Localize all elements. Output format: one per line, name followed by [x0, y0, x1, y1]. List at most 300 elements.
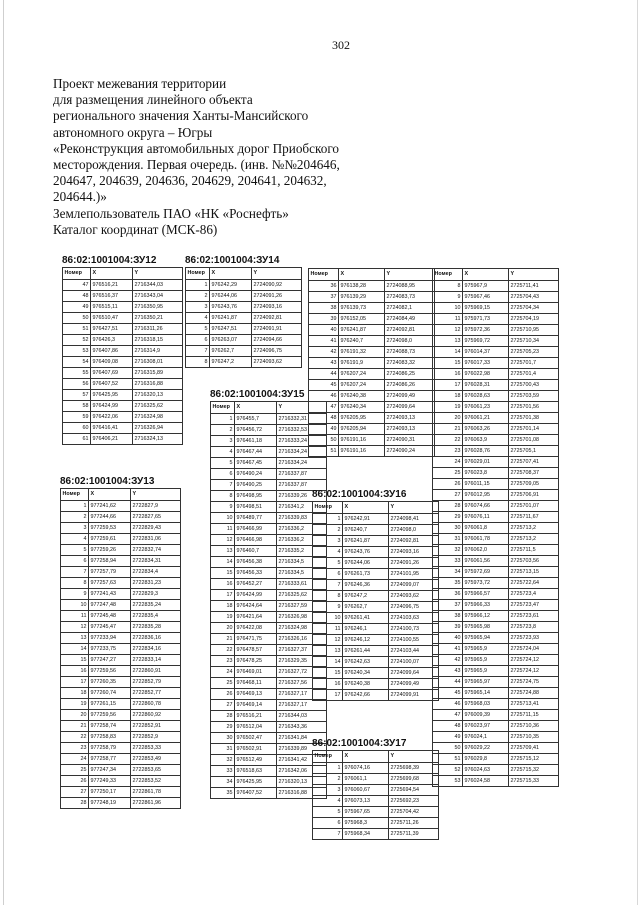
table-row: [309, 380, 435, 391]
point-number-cell: 43: [433, 666, 463, 677]
header-x: X: [343, 751, 389, 763]
table-row: [433, 468, 559, 479]
y-coordinate-cell: 2716329,35: [277, 656, 327, 667]
x-coordinate-cell: 976452,27: [235, 579, 277, 590]
y-coordinate-cell: 2716315,89: [133, 368, 183, 379]
coordinate-block: [432, 268, 559, 787]
x-coordinate-cell: 977261,15: [89, 699, 131, 710]
x-coordinate-cell: 976247,2: [210, 357, 252, 368]
x-coordinate-cell: 977259,53: [89, 523, 131, 534]
x-coordinate-cell: 977259,61: [89, 534, 131, 545]
point-number-cell: 26: [211, 689, 235, 700]
table-row: [211, 645, 327, 656]
block-title: 86:02:1001004:ЗУ14: [185, 255, 280, 266]
x-coordinate-cell: 975965,98: [463, 622, 509, 633]
table-row: [433, 413, 559, 424]
table-row: [433, 424, 559, 435]
y-coordinate-cell: 2725708,37: [509, 468, 559, 479]
table-row: [433, 710, 559, 721]
table-row: [433, 380, 559, 391]
point-number-cell: 54: [63, 357, 91, 368]
point-number-cell: 45: [309, 380, 339, 391]
x-coordinate-cell: 976061,23: [463, 402, 509, 413]
point-number-cell: 32: [433, 545, 463, 556]
x-coordinate-cell: 976246,1: [343, 624, 389, 635]
y-coordinate-cell: 2724090,24: [385, 446, 435, 457]
table-row: [313, 547, 439, 558]
point-number-cell: 47: [309, 402, 339, 413]
point-number-cell: 8: [433, 281, 463, 292]
table-row: [63, 313, 183, 324]
table-row: [433, 556, 559, 567]
table-row: [433, 303, 559, 314]
table-row: [61, 710, 181, 721]
y-coordinate-cell: 2716318,15: [133, 335, 183, 346]
point-number-cell: 7: [61, 567, 89, 578]
x-coordinate-cell: 977241,62: [89, 501, 131, 512]
title-line: для размещения линейного объекта: [53, 92, 253, 108]
point-number-cell: 43: [309, 358, 339, 369]
x-coordinate-cell: 976478,57: [235, 645, 277, 656]
y-coordinate-cell: 2724098,41: [389, 514, 439, 525]
title-line: Проект межевания территории: [53, 76, 227, 91]
x-coordinate-cell: 975965,14: [463, 688, 509, 699]
table-row: [61, 798, 181, 809]
x-coordinate-cell: 976424,99: [91, 401, 133, 412]
x-coordinate-cell: 976407,52: [235, 788, 277, 799]
x-coordinate-cell: 976012,95: [463, 490, 509, 501]
table-row: [211, 579, 327, 590]
table-row: [211, 777, 327, 788]
y-coordinate-cell: 2725710,35: [509, 732, 559, 743]
table-row: [211, 546, 327, 557]
y-coordinate-cell: 2724088,95: [385, 281, 435, 292]
point-number-cell: 2: [186, 291, 210, 302]
table-row: [211, 524, 327, 535]
x-coordinate-cell: 976407,86: [91, 346, 133, 357]
table-row: [211, 722, 327, 733]
x-coordinate-cell: 976061,8: [463, 523, 509, 534]
point-number-cell: 49: [433, 732, 463, 743]
block-title: 86:02:1001004:ЗУ17: [312, 738, 407, 749]
x-coordinate-cell: 975969,72: [463, 336, 509, 347]
y-coordinate-cell: 2725709,05: [509, 479, 559, 490]
point-number-cell: 14: [61, 644, 89, 655]
table-row: [61, 787, 181, 798]
x-coordinate-cell: 977247,27: [89, 655, 131, 666]
block-title: 86:02:1001004:ЗУ15: [210, 389, 305, 400]
x-coordinate-cell: 976023,97: [463, 721, 509, 732]
header-y: Y: [133, 268, 183, 280]
point-number-cell: 28: [61, 798, 89, 809]
point-number-cell: 25: [211, 678, 235, 689]
y-coordinate-cell: 2716308,01: [133, 357, 183, 368]
coordinate-table: [210, 401, 327, 799]
point-number-cell: 55: [63, 368, 91, 379]
table-row: [61, 512, 181, 523]
x-coordinate-cell: 977241,43: [89, 589, 131, 600]
x-coordinate-cell: 975971,73: [463, 314, 509, 325]
y-coordinate-cell: 2724096,75: [252, 346, 302, 357]
y-coordinate-cell: 2724100,73: [389, 624, 439, 635]
y-coordinate-cell: 2724099,64: [389, 668, 439, 679]
point-number-cell: 7: [313, 829, 343, 840]
x-coordinate-cell: 977257,79: [89, 567, 131, 578]
header-x: X: [343, 502, 389, 514]
y-coordinate-cell: 2716343,04: [133, 291, 183, 302]
x-coordinate-cell: 976074,16: [343, 763, 389, 774]
table-row: [186, 313, 302, 324]
x-coordinate-cell: 976516,21: [235, 711, 277, 722]
point-number-cell: 4: [313, 547, 343, 558]
table-row: [433, 655, 559, 666]
y-coordinate-cell: 2724099,49: [389, 679, 439, 690]
x-coordinate-cell: 977233,75: [89, 644, 131, 655]
table-row: [61, 699, 181, 710]
point-number-cell: 6: [313, 569, 343, 580]
point-number-cell: 14: [313, 657, 343, 668]
point-number-cell: 42: [433, 655, 463, 666]
y-coordinate-cell: 2724090,31: [385, 435, 435, 446]
x-coordinate-cell: 976469,14: [235, 700, 277, 711]
point-number-cell: 13: [433, 336, 463, 347]
y-coordinate-cell: 2724100,07: [389, 657, 439, 668]
point-number-cell: 45: [433, 688, 463, 699]
coordinate-table: [312, 750, 439, 840]
x-coordinate-cell: 977233,94: [89, 633, 131, 644]
y-coordinate-cell: 2716337,87: [277, 469, 327, 480]
table-row: [313, 690, 439, 701]
x-coordinate-cell: 976242,63: [343, 657, 389, 668]
x-coordinate-cell: 976240,7: [339, 336, 385, 347]
y-coordinate-cell: 2724090,92: [252, 280, 302, 291]
y-coordinate-cell: 2724093,16: [389, 547, 439, 558]
x-coordinate-cell: 977259,26: [89, 545, 131, 556]
table-row: [63, 335, 183, 346]
table-row: [211, 667, 327, 678]
y-coordinate-cell: 2725723,47: [509, 600, 559, 611]
table-row: [61, 556, 181, 567]
y-coordinate-cell: 2716336,2: [277, 535, 327, 546]
header-y: Y: [509, 269, 559, 281]
table-row: [313, 785, 439, 796]
table-row: [433, 721, 559, 732]
point-number-cell: 23: [211, 656, 235, 667]
title-line: автономного округа – Югры: [53, 124, 213, 140]
x-coordinate-cell: 977257,63: [89, 578, 131, 589]
table-row: [313, 657, 439, 668]
table-row: [211, 623, 327, 634]
point-number-cell: 21: [61, 721, 89, 732]
table-row: [211, 711, 327, 722]
table-row: [211, 744, 327, 755]
x-coordinate-cell: 976061,21: [463, 413, 509, 424]
point-number-cell: 46: [433, 699, 463, 710]
table-row: [61, 688, 181, 699]
x-coordinate-cell: 976241,87: [343, 536, 389, 547]
table-row: [433, 446, 559, 457]
x-coordinate-cell: 976516,21: [91, 280, 133, 291]
point-number-cell: 11: [313, 624, 343, 635]
point-number-cell: 27: [433, 490, 463, 501]
y-coordinate-cell: 2724093,16: [252, 302, 302, 313]
point-number-cell: 9: [313, 602, 343, 613]
point-number-cell: 40: [433, 633, 463, 644]
x-coordinate-cell: 976241,87: [339, 325, 385, 336]
y-coordinate-cell: 2724094,66: [252, 335, 302, 346]
point-number-cell: 29: [433, 512, 463, 523]
table-row: [63, 379, 183, 390]
x-coordinate-cell: 976247,51: [210, 324, 252, 335]
table-row: [63, 291, 183, 302]
x-coordinate-cell: 976261,41: [343, 613, 389, 624]
table-row: [309, 446, 435, 457]
point-number-cell: 17: [61, 677, 89, 688]
table-row: [61, 633, 181, 644]
y-coordinate-cell: 2722829,3: [131, 589, 181, 600]
table-row: [313, 679, 439, 690]
point-number-cell: 49: [63, 302, 91, 313]
table-row: [433, 347, 559, 358]
header-x: X: [339, 269, 385, 281]
point-number-cell: 24: [61, 754, 89, 765]
x-coordinate-cell: 976062,0: [463, 545, 509, 556]
point-number-cell: 60: [63, 423, 91, 434]
block-title: 86:02:1001004:ЗУ16: [312, 489, 407, 500]
table-row: [433, 545, 559, 556]
point-number-cell: 47: [433, 710, 463, 721]
y-coordinate-cell: 2716327,17: [277, 689, 327, 700]
y-coordinate-cell: 2725723,61: [509, 611, 559, 622]
point-number-cell: 6: [61, 556, 89, 567]
table-row: [309, 435, 435, 446]
point-number-cell: 26: [433, 479, 463, 490]
table-row: [61, 589, 181, 600]
y-coordinate-cell: 2724099,91: [389, 690, 439, 701]
point-number-cell: 50: [433, 743, 463, 754]
x-coordinate-cell: 976029,22: [463, 743, 509, 754]
x-coordinate-cell: 976469,13: [235, 689, 277, 700]
table-row: [433, 666, 559, 677]
x-coordinate-cell: 976024,63: [463, 765, 509, 776]
point-number-cell: 42: [309, 347, 339, 358]
x-coordinate-cell: 976518,63: [235, 766, 277, 777]
x-coordinate-cell: 976406,21: [91, 434, 133, 445]
x-coordinate-cell: 976467,44: [235, 447, 277, 458]
y-coordinate-cell: 2722835,24: [131, 600, 181, 611]
table-row: [433, 358, 559, 369]
point-number-cell: 4: [211, 447, 235, 458]
y-coordinate-cell: 2725705,1: [509, 446, 559, 457]
y-coordinate-cell: 2725701,56: [509, 402, 559, 413]
point-number-cell: 36: [309, 281, 339, 292]
point-number-cell: 17: [313, 690, 343, 701]
x-coordinate-cell: 976425,95: [91, 390, 133, 401]
table-row: [61, 743, 181, 754]
x-coordinate-cell: 976262,7: [210, 346, 252, 357]
point-number-cell: 5: [186, 324, 210, 335]
point-number-cell: 34: [211, 777, 235, 788]
y-coordinate-cell: 2725724,04: [509, 644, 559, 655]
point-number-cell: 1: [313, 514, 343, 525]
x-coordinate-cell: 976461,18: [235, 436, 277, 447]
y-coordinate-cell: 2716341,42: [277, 755, 327, 766]
point-number-cell: 20: [211, 623, 235, 634]
y-coordinate-cell: 2724093,13: [385, 413, 435, 424]
table-row: [433, 644, 559, 655]
point-number-cell: 22: [211, 645, 235, 656]
x-coordinate-cell: 976205,94: [339, 424, 385, 435]
y-coordinate-cell: 2724092,81: [385, 325, 435, 336]
header-x: X: [235, 402, 277, 414]
y-coordinate-cell: 2716327,59: [277, 601, 327, 612]
table-row: [61, 666, 181, 677]
point-number-cell: 3: [313, 785, 343, 796]
table-row: [63, 346, 183, 357]
coordinate-block: [185, 254, 302, 368]
y-coordinate-cell: 2724092,81: [389, 536, 439, 547]
point-number-cell: 8: [186, 357, 210, 368]
title-line: «Реконструкция автомобильных дорог Приобского: [53, 140, 339, 156]
x-coordinate-cell: 976425,95: [235, 777, 277, 788]
table-row: [309, 336, 435, 347]
point-number-cell: 13: [313, 646, 343, 657]
x-coordinate-cell: 976421,64: [235, 612, 277, 623]
x-coordinate-cell: 977258,94: [89, 556, 131, 567]
y-coordinate-cell: 2716343,36: [277, 722, 327, 733]
x-coordinate-cell: 976061,78: [463, 534, 509, 545]
table-row: [433, 754, 559, 765]
table-row: [61, 732, 181, 743]
table-row: [186, 291, 302, 302]
table-row: [61, 545, 181, 556]
table-row: [433, 501, 559, 512]
table-row: [313, 774, 439, 785]
x-coordinate-cell: 976024,58: [463, 776, 509, 787]
table-row: [433, 534, 559, 545]
x-coordinate-cell: 976022,98: [463, 369, 509, 380]
x-coordinate-cell: 976467,45: [235, 458, 277, 469]
y-coordinate-cell: 2722852,9: [131, 732, 181, 743]
y-coordinate-cell: 2725711,15: [509, 710, 559, 721]
table-row: [313, 569, 439, 580]
y-coordinate-cell: 2722860,78: [131, 699, 181, 710]
y-coordinate-cell: 2722860,92: [131, 710, 181, 721]
y-coordinate-cell: 2724092,81: [252, 313, 302, 324]
table-row: [63, 434, 183, 445]
point-number-cell: 7: [211, 480, 235, 491]
table-row: [433, 743, 559, 754]
x-coordinate-cell: 975965,9: [463, 644, 509, 655]
point-number-cell: 8: [211, 491, 235, 502]
point-number-cell: 17: [211, 590, 235, 601]
point-number-cell: 50: [63, 313, 91, 324]
table-row: [313, 580, 439, 591]
table-row: [211, 612, 327, 623]
x-coordinate-cell: 976424,99: [235, 590, 277, 601]
header-number: Номер: [309, 269, 339, 281]
table-row: [309, 292, 435, 303]
point-number-cell: 59: [63, 412, 91, 423]
x-coordinate-cell: 976455,7: [235, 414, 277, 425]
x-coordinate-cell: 976240,7: [343, 525, 389, 536]
x-coordinate-cell: 977244,66: [89, 512, 131, 523]
point-number-cell: 1: [313, 763, 343, 774]
y-coordinate-cell: 2724093,62: [252, 357, 302, 368]
y-coordinate-cell: 2716339,89: [277, 744, 327, 755]
table-row: [433, 457, 559, 468]
table-row: [313, 602, 439, 613]
header-x: X: [463, 269, 509, 281]
y-coordinate-cell: 2725713,15: [509, 567, 559, 578]
coordinate-table: [62, 267, 183, 445]
point-number-cell: 5: [61, 545, 89, 556]
x-coordinate-cell: 976063,9: [463, 435, 509, 446]
x-coordinate-cell: 977258,74: [89, 721, 131, 732]
x-coordinate-cell: 976074,66: [463, 501, 509, 512]
y-coordinate-cell: 2725710,34: [509, 336, 559, 347]
y-coordinate-cell: 2725711,5: [509, 545, 559, 556]
x-coordinate-cell: 975966,57: [463, 589, 509, 600]
table-row: [433, 578, 559, 589]
table-row: [63, 324, 183, 335]
point-number-cell: 5: [313, 558, 343, 569]
y-coordinate-cell: 2722834,16: [131, 644, 181, 655]
x-coordinate-cell: 975968,03: [463, 699, 509, 710]
y-coordinate-cell: 2722829,43: [131, 523, 181, 534]
x-coordinate-cell: 976262,7: [343, 602, 389, 613]
table-row: [63, 412, 183, 423]
x-coordinate-cell: 976024,1: [463, 732, 509, 743]
y-coordinate-cell: 2722836,16: [131, 633, 181, 644]
table-row: [433, 765, 559, 776]
table-row: [186, 357, 302, 368]
header-y: Y: [389, 751, 439, 763]
point-number-cell: 41: [433, 644, 463, 655]
point-number-cell: 23: [433, 446, 463, 457]
y-coordinate-cell: 2724082,1: [385, 303, 435, 314]
y-coordinate-cell: 2716342,06: [277, 766, 327, 777]
point-number-cell: 9: [211, 502, 235, 513]
y-coordinate-cell: 2722852,91: [131, 721, 181, 732]
table-row: [63, 302, 183, 313]
point-number-cell: 16: [433, 369, 463, 380]
y-coordinate-cell: 2725723,8: [509, 622, 559, 633]
y-coordinate-cell: 2725713,41: [509, 699, 559, 710]
y-coordinate-cell: 2725723,93: [509, 633, 559, 644]
y-coordinate-cell: 2725710,95: [509, 325, 559, 336]
y-coordinate-cell: 2722860,91: [131, 666, 181, 677]
y-coordinate-cell: 2722853,33: [131, 743, 181, 754]
point-number-cell: 49: [309, 424, 339, 435]
x-coordinate-cell: 977245,47: [89, 622, 131, 633]
table-row: [309, 369, 435, 380]
header-number: Номер: [61, 489, 89, 501]
point-number-cell: 16: [313, 679, 343, 690]
y-coordinate-cell: 2725715,12: [509, 754, 559, 765]
point-number-cell: 51: [309, 446, 339, 457]
y-coordinate-cell: 2725692,23: [389, 796, 439, 807]
point-number-cell: 38: [433, 611, 463, 622]
point-number-cell: 3: [211, 436, 235, 447]
coordinate-table: [432, 268, 559, 787]
y-coordinate-cell: 2722827,9: [131, 501, 181, 512]
point-number-cell: 12: [61, 622, 89, 633]
table-row: [309, 325, 435, 336]
x-coordinate-cell: 976207,24: [339, 380, 385, 391]
x-coordinate-cell: 976510,47: [91, 313, 133, 324]
x-coordinate-cell: 976242,66: [343, 690, 389, 701]
